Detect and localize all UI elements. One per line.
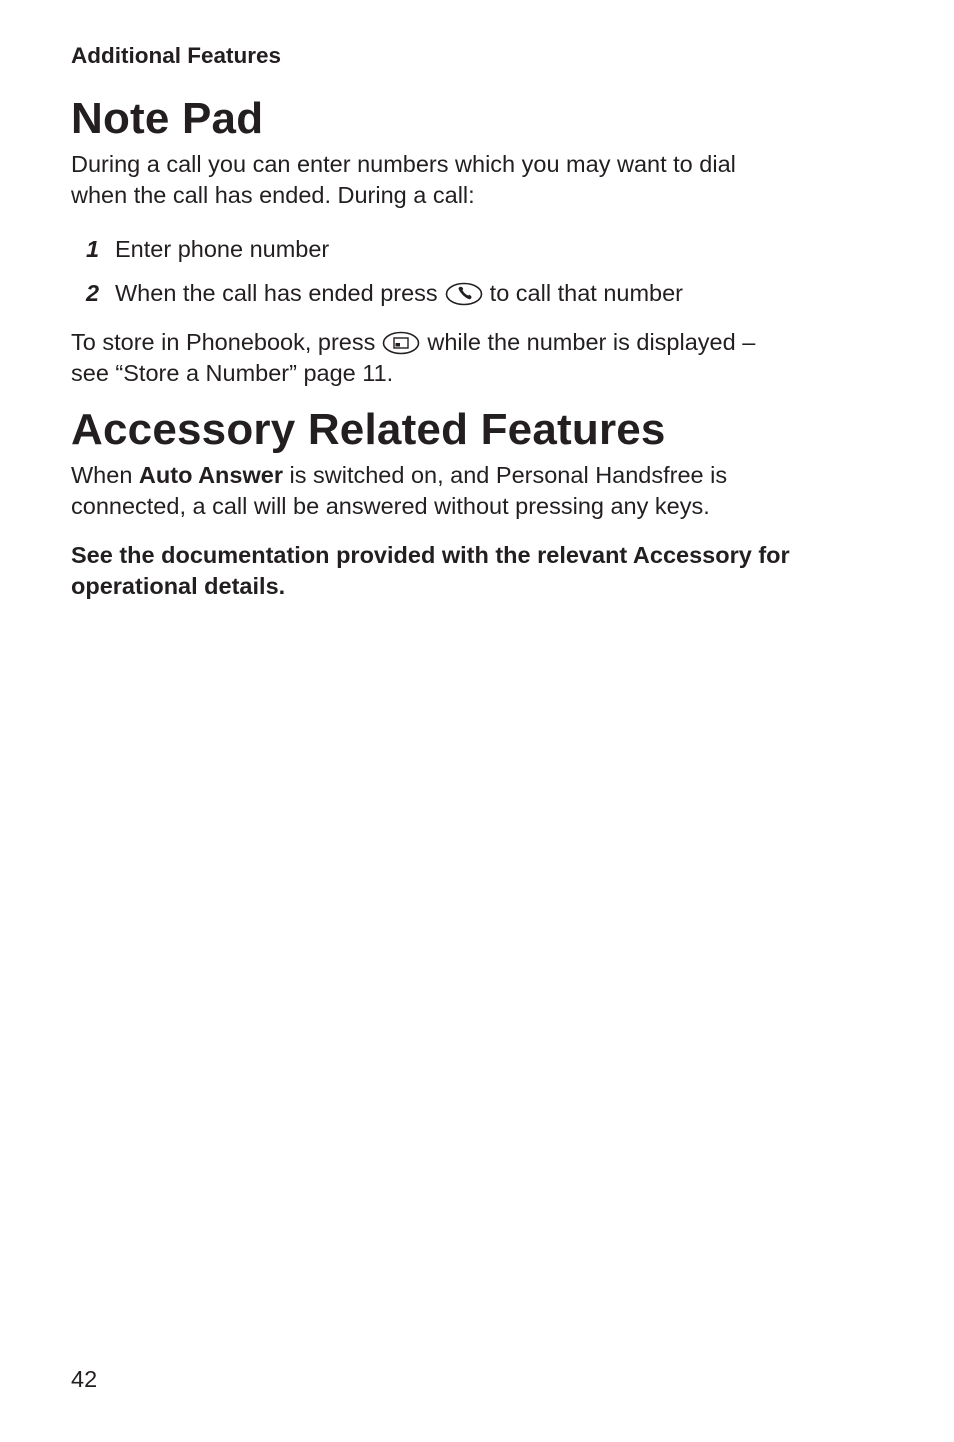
- step-number: 1: [86, 236, 100, 262]
- page-number: 42: [71, 1366, 98, 1392]
- store-instructions: [71, 327, 861, 389]
- store-text-before: To store in Phonebook, press: [71, 329, 376, 355]
- auto-answer-paragraph: [71, 460, 861, 522]
- intro-line-2: when the call has ended. During a call:: [71, 182, 475, 208]
- step-text-after: to call that number: [489, 280, 683, 306]
- store-line-2: see “Store a Number” page 11.: [71, 360, 394, 386]
- see-line-2: operational details.: [71, 573, 286, 599]
- see-line-1: See the documentation provided with the relevant Accessory for: [71, 542, 790, 568]
- auto-rest: is switched on, and Personal Handsfree is: [289, 462, 728, 488]
- running-header: Additional Features: [71, 43, 282, 68]
- softkey-icon: [382, 331, 420, 355]
- note-pad-intro: [71, 149, 861, 211]
- accessory-heading: Accessory Related Features: [71, 405, 666, 454]
- auto-line-1: [71, 460, 861, 491]
- auto-prefix: When: [71, 462, 133, 488]
- step-number: 2: [86, 280, 100, 306]
- step-text-before: When the call has ended press: [115, 280, 438, 306]
- step-text: Enter phone number: [115, 236, 330, 262]
- call-key-icon: [445, 282, 483, 306]
- step-2: [86, 278, 683, 309]
- note-pad-heading: Note Pad: [71, 94, 264, 143]
- store-line-1: [71, 327, 861, 358]
- store-text-after: while the number is displayed –: [427, 329, 756, 355]
- auto-line-2: connected, a call will be answered without pressing any keys.: [71, 493, 710, 519]
- step-1: [86, 234, 329, 265]
- auto-answer-term: Auto Answer: [138, 462, 283, 488]
- intro-line-1: During a call you can enter numbers which you may want to dial: [71, 151, 736, 177]
- documentation-note: [71, 540, 861, 602]
